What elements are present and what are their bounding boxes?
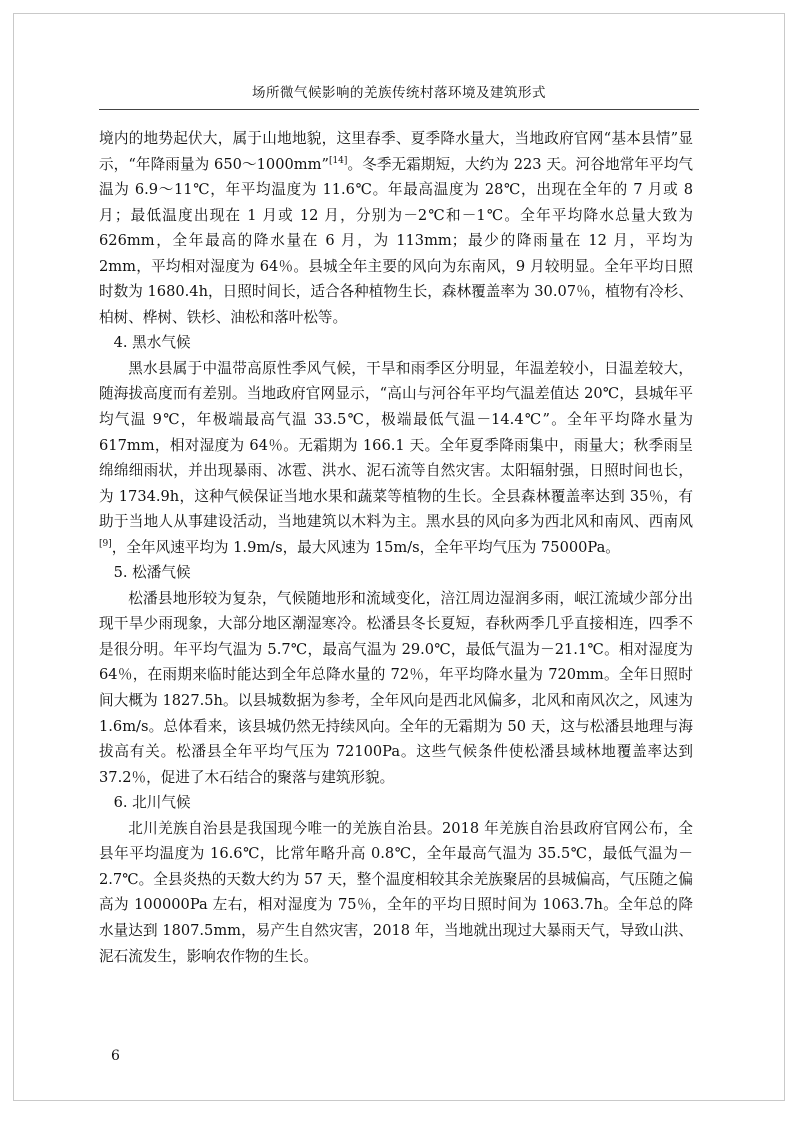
section-heading-heishui: 4. 黑水气候 <box>113 334 191 352</box>
citation-ref: [14] <box>328 155 348 166</box>
paragraph-climate-continued: 境内的地势起伏大，属于山地地貌，这里春季、夏季降水量大，当地政府官网“基本县情”显示，“年降雨量为 650～1000mm”[14]。冬季无霜期短，大约为 223 天。河谷地常年平均气温为 6.9～11℃，年平均温度为 11.6℃。年最高温度为 28℃，出现在全年的 7 月或 8 月；最低温度出现在 1 月或 12 月，分别为－2℃和－1℃。全年平均降水总量大致为 626mm，全年最高的降水量在 6 月，为 113mm；最少的降雨量在 12 月，平均为 2mm，平均相对湿度为 64％。县城全年主要的风向为东南风，9 月较明显。全年平均日照时数为 1680.4h，日照时间长，适合各种植物生长，森林覆盖率为 30.07％，植物有冷杉、柏树、桦树、铁杉、油松和落叶松等。 <box>99 130 694 326</box>
citation-ref: [9] <box>99 538 112 549</box>
page-number: 6 <box>111 1048 120 1064</box>
section-heading-songpan: 5. 松潘气候 <box>113 564 191 582</box>
running-header: 场所微气候影响的羌族传统村落环境及建筑形式 <box>99 81 699 110</box>
paragraph-heishui-climate: 黑水县属于中温带高原性季风气候，干旱和雨季区分明显，年温差较小，日温差较大，随海拔高度而有差别。当地政府官网显示，“高山与河谷年平均气温差值达 20℃，县城年平均气温 9℃，年极端最高气温 33.5℃，极端最低气温－14.4℃”。全年平均降水量为 617mm，相对湿度为 64％。无霜期为 166.1 天。全年夏季降雨集中，雨量大；秋季雨呈绵绵细雨状，并出现暴雨、冰雹、洪水、泥石流等自然灾害。太阳辐射强，日照时间也长，为 1734.9h，这种气候保证当地水果和蔬菜等植物的生长。全县森林覆盖率达到 35％，有助于当地人从事建设活动，当地建筑以木料为主。黑水县的风向多为西北风和南风、西南风[9]，全年风速平均为 1.9m/s，最大风速为 15m/s，全年平均气压为 75000Pa。 <box>99 359 693 556</box>
paragraph-beichuan-climate: 北川羌族自治县是我国现今唯一的羌族自治县。2018 年羌族自治县政府官网公布，全县年平均温度为 16.6℃，比常年略升高 0.8℃，全年最高气温为 35.5℃，最低气温为－2.7℃。全县炎热的天数大约为 57 天，整个温度相较其余羌族聚居的县城偏高，气压随之偏高为 100000Pa 左右，相对湿度为 75％，全年的平均日照时间为 1063.7h。全年总的降水量达到 1807.5mm，易产生自然灾害，2018 年，当地就出现过大暴雨天气，导致山洪、泥石流发生，影响农作物的生长。 <box>99 819 693 965</box>
paragraph-songpan-climate: 松潘县地形较为复杂，气候随地形和流域变化，涪江周边湿润多雨，岷江流域少部分出现干旱少雨现象，大部分地区潮湿寒冷。松潘县冬长夏短，春秋两季几乎直接相连，四季不是很分明。年平均气温为 5.7℃，最高气温为 29.0℃，最低气温为－21.1℃。相对湿度为 64％，在雨期来临时能达到全年总降水量的 72％，年平均降水量为 720mm。全年日照时间大概为 1827.5h。以县城数据为参考，全年风向是西北风偏多，北风和南风次之，风速为 1.6m/s。总体看来，该县城仍然无持续风向。全年的无霜期为 50 天，这与松潘县地理与海拔高有关。松潘县全年平均气压为 72100Pa。这些气候条件使松潘县域林地覆盖率达到 37.2％，促进了木石结合的聚落与建筑形貌。 <box>99 589 693 786</box>
section-heading-beichuan: 6. 北川气候 <box>113 794 191 812</box>
page-body <box>99 126 693 969</box>
document-page <box>13 13 785 1101</box>
